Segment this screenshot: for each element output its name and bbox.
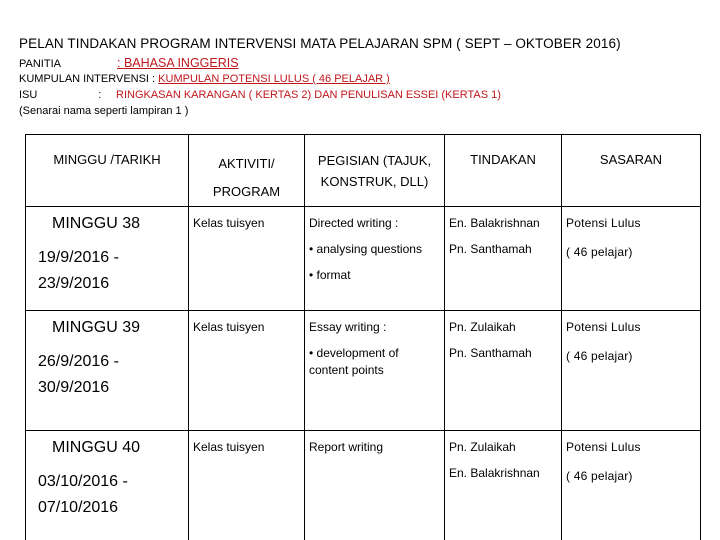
aktiviti-cell: Kelas tuisyen [189,431,305,540]
isu-value: RINGKASAN KARANGAN ( KERTAS 2) DAN PENULISAN ESSEI (KERTAS 1) [116,89,501,101]
table-row [26,431,701,540]
tindakan-cell: Pn. Zulaikah Pn. Santhamah [445,311,562,431]
sasaran-cell: Potensi Lulus ( 46 pelajar) [562,207,701,311]
aktiviti-cell: Kelas tuisyen [189,311,305,431]
table-row [26,207,701,311]
tindakan-cell: Pn. Zulaikah En. Balakrishnan [445,431,562,540]
isu-line [19,89,501,101]
pegisian-cell: Directed writing : • analysing questions • format [305,207,445,311]
col-header-sasaran: SASARAN [562,135,701,207]
aktiviti-cell: Kelas tuisyen [189,207,305,311]
week-label: MINGGU 38 [51,215,140,232]
week-cell [26,311,189,431]
week-date: 19/9/2016 - 23/9/2016 [38,249,119,292]
panitia-label: PANITIA [19,58,61,70]
week-date: 26/9/2016 - 30/9/2016 [38,353,119,396]
panitia-line [19,56,239,70]
sasaran-cell: Potensi Lulus ( 46 pelajar) [562,431,701,540]
col-header-tindakan: TINDAKAN [445,135,562,207]
kumpulan-line [19,73,390,85]
page-title: PELAN TINDAKAN PROGRAM INTERVENSI MATA PELAJARAN SPM ( SEPT – OKTOBER 2016) [19,36,621,51]
week-label: MINGGU 40 [51,439,140,456]
pegisian-cell: Essay writing : • development of content points [305,311,445,431]
week-cell [26,431,189,540]
table-header-row [26,135,701,207]
week-label: MINGGU 39 [51,319,140,336]
week-date: 03/10/2016 - 07/10/2016 [38,473,128,516]
isu-separator: : [98,89,102,101]
pegisian-cell: Report writing [305,431,445,540]
sasaran-cell: Potensi Lulus ( 46 pelajar) [562,311,701,431]
col-header-minggu: MINGGU /TARIKH [26,135,189,207]
col-header-pegisian: PEGISIAN (TAJUK, KONSTRUK, DLL) [305,135,445,207]
col-header-aktiviti: AKTIVITI/ PROGRAM [189,135,305,207]
tindakan-cell: En. Balakrishnan Pn. Santhamah [445,207,562,311]
table-row [26,311,701,431]
isu-label: ISU : [19,89,102,101]
kumpulan-value: KUMPULAN POTENSI LULUS ( 46 PELAJAR ) [158,73,390,85]
week-cell [26,207,189,311]
panitia-value: : BAHASA INGGERIS [117,56,239,70]
lampiran-note: (Senarai nama seperti lampiran 1 ) [19,105,189,117]
action-plan-table [25,134,701,540]
kumpulan-label: KUMPULAN INTERVENSI : [19,73,159,85]
